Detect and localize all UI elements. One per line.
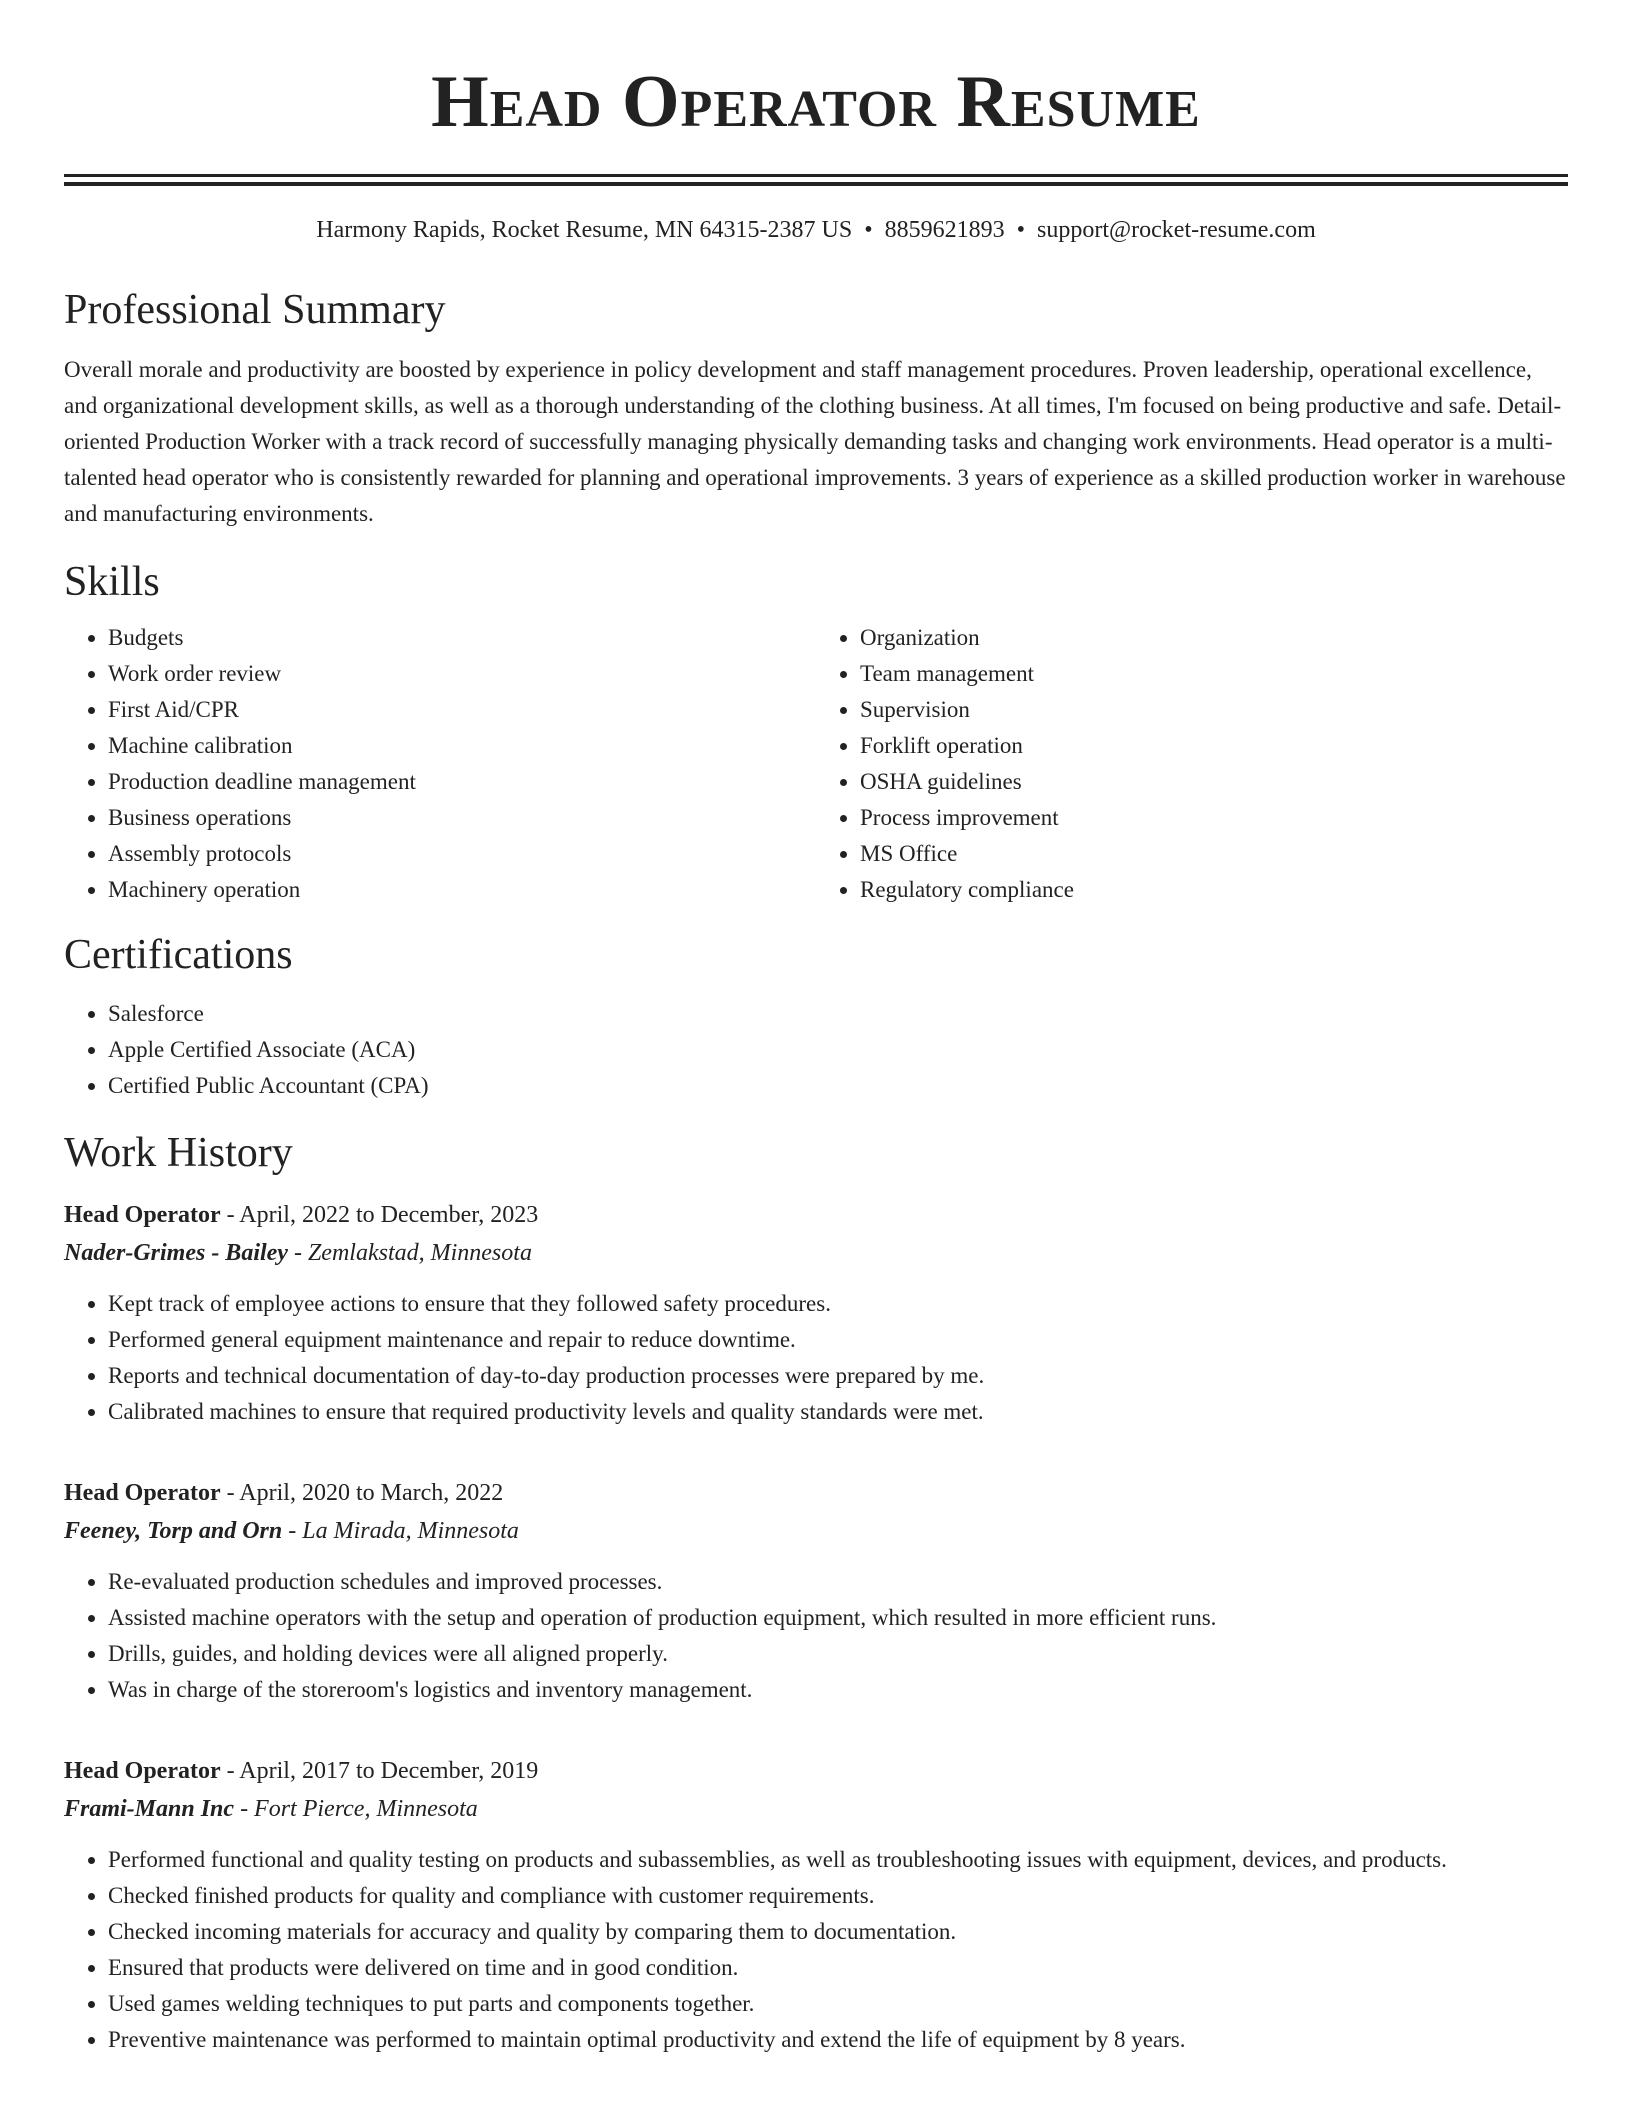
job-dates: - April, 2020 to March, 2022 xyxy=(220,1480,504,1506)
job-entry xyxy=(64,1474,1568,1708)
duty-item: • Ensured that products were delivered on time and in good condition. xyxy=(108,1950,1568,1986)
skills-heading: Skills xyxy=(64,559,160,605)
contact-phone: 8859621893 xyxy=(884,217,1005,243)
duty-item: • Checked finished products for quality and compliance with customer requirements. xyxy=(108,1878,1568,1914)
contact-separator: • xyxy=(864,217,873,243)
job-company: Nader-Grimes - Bailey xyxy=(64,1240,288,1266)
skill-item: • Supervision xyxy=(860,692,1568,728)
skill-item: • Organization xyxy=(860,620,1568,656)
job-company-line xyxy=(64,1512,1568,1550)
duty-item: • Was in charge of the storeroom's logistics and inventory management. xyxy=(108,1672,1568,1708)
job-company-line xyxy=(64,1234,1568,1272)
certification-item: • Salesforce xyxy=(108,996,1568,1032)
skill-item: • Team management xyxy=(860,656,1568,692)
duty-item: • Performed functional and quality testing on products and subassemblies, as well as troubleshooting issues with equipment, devices, and products. xyxy=(108,1842,1568,1878)
skill-item: • Business operations xyxy=(108,800,816,836)
skill-item: • First Aid/CPR xyxy=(108,692,816,728)
summary-text: Overall morale and productivity are boosted by experience in policy development and staff management procedures. Proven leadership, operational excellence, and organizational development skills, as well as a thorough understanding of the clothing business. At all times, I'm focused on being productive and safe. Detail-oriented Production Worker with a track record of successfully managing physically demanding tasks and changing work environments. Head operator is a multi-talented head operator who is consistently rewarded for planning and operational improvements. 3 years of experience as a skilled production worker in warehouse and manufacturing environments. xyxy=(64,357,1566,526)
summary-heading: Professional Summary xyxy=(64,287,446,333)
skill-item: • MS Office xyxy=(860,836,1568,872)
job-duties xyxy=(64,1286,1568,1430)
duty-item: • Kept track of employee actions to ensure that they followed safety procedures. xyxy=(108,1286,1568,1322)
job-company: Feeney, Torp and Orn xyxy=(64,1518,283,1544)
job-company: Frami-Mann Inc xyxy=(64,1796,235,1822)
duty-item: • Re-evaluated production schedules and improved processes. xyxy=(108,1564,1568,1600)
job-duties xyxy=(64,1842,1568,2058)
duty-item: • Calibrated machines to ensure that required productivity levels and quality standards were met. xyxy=(108,1394,1568,1430)
skills-columns xyxy=(64,620,1568,908)
job-title-line xyxy=(64,1196,1568,1234)
contact-separator: • xyxy=(1016,217,1026,243)
duty-item: • Performed general equipment maintenance and repair to reduce downtime. xyxy=(108,1322,1568,1358)
duty-item: • Assisted machine operators with the setup and operation of production equipment, which resulted in more efficient runs. xyxy=(108,1600,1568,1636)
skills-list-right xyxy=(816,620,1568,908)
job-duties xyxy=(64,1564,1568,1708)
job-role: Head Operator xyxy=(64,1202,221,1228)
job-location: - Zemlakstad, Minnesota xyxy=(287,1240,532,1266)
skill-item: • Assembly protocols xyxy=(108,836,816,872)
skill-item: • Regulatory compliance xyxy=(860,872,1568,908)
certifications-heading: Certifications xyxy=(64,932,293,978)
job-dates: - April, 2017 to December, 2019 xyxy=(220,1758,539,1784)
job-entry xyxy=(64,1752,1568,2058)
work-history-heading: Work History xyxy=(64,1130,293,1176)
certification-item: • Apple Certified Associate (ACA) xyxy=(108,1032,1568,1068)
title-divider xyxy=(64,174,1568,186)
contact-email: support@rocket-resume.com xyxy=(1037,217,1316,243)
job-company-line xyxy=(64,1790,1568,1828)
skill-item: • Work order review xyxy=(108,656,816,692)
job-entry xyxy=(64,1196,1568,1430)
job-location: - Fort Pierce, Minnesota xyxy=(234,1796,478,1822)
duty-item: • Reports and technical documentation of day-to-day production processes were prepared by me. xyxy=(108,1358,1568,1394)
skill-item: • Process improvement xyxy=(860,800,1568,836)
duty-item: • Checked incoming materials for accuracy and quality by comparing them to documentation. xyxy=(108,1914,1568,1950)
skill-item: • OSHA guidelines xyxy=(860,764,1568,800)
job-title-line xyxy=(64,1474,1568,1512)
certification-item: • Certified Public Accountant (CPA) xyxy=(108,1068,1568,1104)
skills-list-left xyxy=(64,620,816,908)
contact-address: Harmony Rapids, Rocket Resume, MN 64315-2387 US xyxy=(316,217,853,243)
duty-item: • Drills, guides, and holding devices were all aligned properly. xyxy=(108,1636,1568,1672)
skill-item: • Production deadline management xyxy=(108,764,816,800)
resume-title: Head Operator Resume xyxy=(431,61,1201,143)
duty-item: • Used games welding techniques to put parts and components together. xyxy=(108,1986,1568,2022)
skill-item: • Machinery operation xyxy=(108,872,816,908)
job-role: Head Operator xyxy=(64,1480,221,1506)
skill-item: • Forklift operation xyxy=(860,728,1568,764)
job-location: - La Mirada, Minnesota xyxy=(282,1518,519,1544)
certifications-list xyxy=(64,996,1568,1104)
duty-item: • Preventive maintenance was performed to maintain optimal productivity and extend the life of equipment by 8 years. xyxy=(108,2022,1568,2058)
job-role: Head Operator xyxy=(64,1758,221,1784)
job-title-line xyxy=(64,1752,1568,1790)
skill-item: • Budgets xyxy=(108,620,816,656)
contact-line xyxy=(64,214,1568,246)
job-dates: - April, 2022 to December, 2023 xyxy=(220,1202,539,1228)
skill-item: • Machine calibration xyxy=(108,728,816,764)
